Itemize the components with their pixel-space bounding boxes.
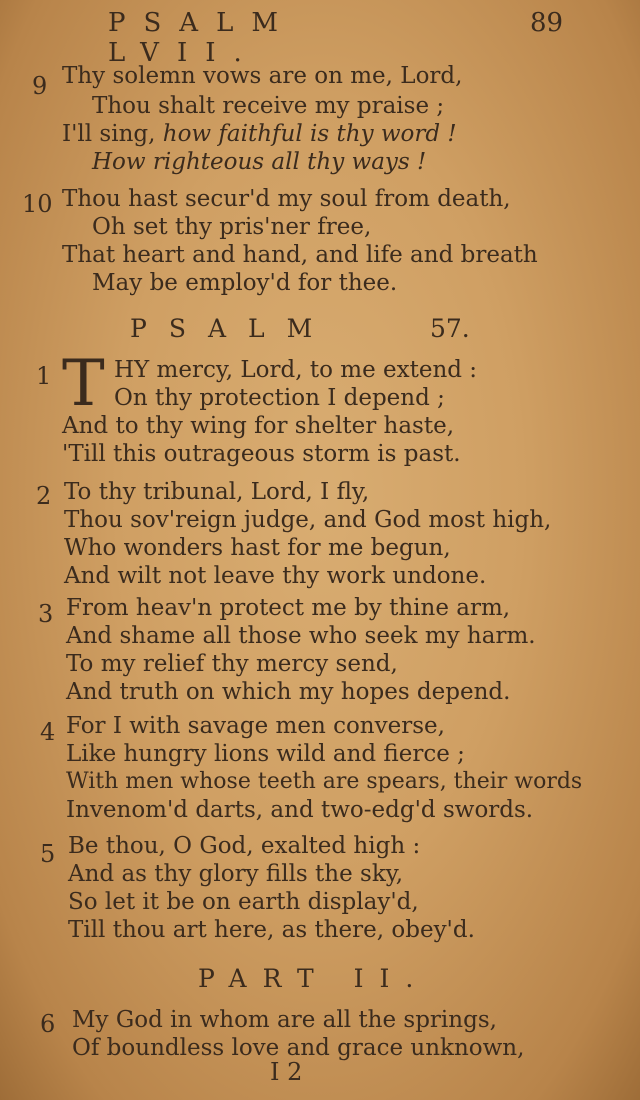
psalm-title: PSALM bbox=[130, 314, 335, 343]
part-title: PART II. bbox=[198, 964, 430, 993]
stanza-9-line-4: How righteous all thy ways ! bbox=[92, 149, 427, 175]
stanza-number-3: 3 bbox=[38, 600, 54, 628]
stanza-1-line-2: On thy protection I depend ; bbox=[114, 385, 445, 411]
stanza-9-line-3-italic: how faithful is thy word ! bbox=[162, 121, 457, 147]
stanza-3-line-4: And truth on which my hopes depend. bbox=[66, 679, 511, 705]
stanza-number-4: 4 bbox=[40, 718, 56, 746]
stanza-3-line-1: From heav'n protect me by thine arm, bbox=[66, 595, 511, 621]
stanza-2-line-3: Who wonders hast for me begun, bbox=[64, 535, 451, 561]
stanza-10-line-4: May be employ'd for thee. bbox=[92, 270, 398, 296]
psalm-number: 57. bbox=[430, 314, 470, 343]
stanza-10-line-3: That heart and hand, and life and breath bbox=[62, 242, 538, 268]
stanza-9-line-2: Thou shalt receive my praise ; bbox=[92, 93, 445, 119]
stanza-number-10: 10 bbox=[22, 190, 53, 218]
stanza-5-line-3: So let it be on earth display'd, bbox=[68, 889, 419, 915]
stanza-5-line-1: Be thou, O God, exalted high : bbox=[68, 833, 421, 859]
stanza-4-line-4: Invenom'd darts, and two-edg'd swords. bbox=[66, 797, 534, 823]
stanza-number-9: 9 bbox=[32, 72, 48, 100]
stanza-4-line-3: With men whose teeth are spears, their words bbox=[66, 769, 583, 794]
stanza-number-5: 5 bbox=[40, 840, 56, 868]
stanza-5-line-4: Till thou art here, as there, obey'd. bbox=[68, 917, 475, 943]
stanza-9-line-3-roman: I'll sing, bbox=[62, 121, 163, 147]
stanza-6-line-1: My God in whom are all the springs, bbox=[72, 1007, 497, 1033]
stanza-1-line-1: HY mercy, Lord, to me extend : bbox=[114, 357, 478, 383]
signature-mark: I 2 bbox=[270, 1058, 303, 1086]
stanza-4-line-1: For I with savage men converse, bbox=[66, 713, 445, 739]
stanza-3-line-2: And shame all those who seek my harm. bbox=[66, 623, 536, 649]
stanza-2-line-1: To thy tribunal, Lord, I fly, bbox=[64, 479, 370, 505]
stanza-number-6: 6 bbox=[40, 1010, 56, 1038]
stanza-9-line-1: Thy solemn vows are on me, Lord, bbox=[62, 63, 463, 89]
stanza-1-line-3: And to thy wing for shelter haste, bbox=[62, 413, 455, 439]
stanza-10-line-2: Oh set thy pris'ner free, bbox=[92, 214, 372, 240]
stanza-10-line-1: Thou hast secur'd my soul from death, bbox=[62, 186, 511, 212]
stanza-5-line-2: And as thy glory fills the sky, bbox=[68, 861, 404, 887]
stanza-6-line-2: Of boundless love and grace unknown, bbox=[72, 1035, 525, 1061]
stanza-2-line-2: Thou sov'reign judge, and God most high, bbox=[64, 507, 552, 533]
stanza-3-line-3: To my relief thy mercy send, bbox=[66, 651, 398, 677]
stanza-2-line-4: And wilt not leave thy work undone. bbox=[64, 563, 487, 589]
stanza-number-1: 1 bbox=[36, 362, 52, 390]
running-title: PSALM LVII. bbox=[108, 8, 296, 68]
drop-cap: T bbox=[62, 347, 105, 421]
stanza-9-line-3 bbox=[62, 120, 457, 148]
stanza-number-2: 2 bbox=[36, 482, 52, 510]
stanza-4-line-2: Like hungry lions wild and fierce ; bbox=[66, 741, 465, 767]
stanza-1-line-4: 'Till this outrageous storm is past. bbox=[62, 441, 461, 467]
page-number: 89 bbox=[530, 8, 564, 38]
